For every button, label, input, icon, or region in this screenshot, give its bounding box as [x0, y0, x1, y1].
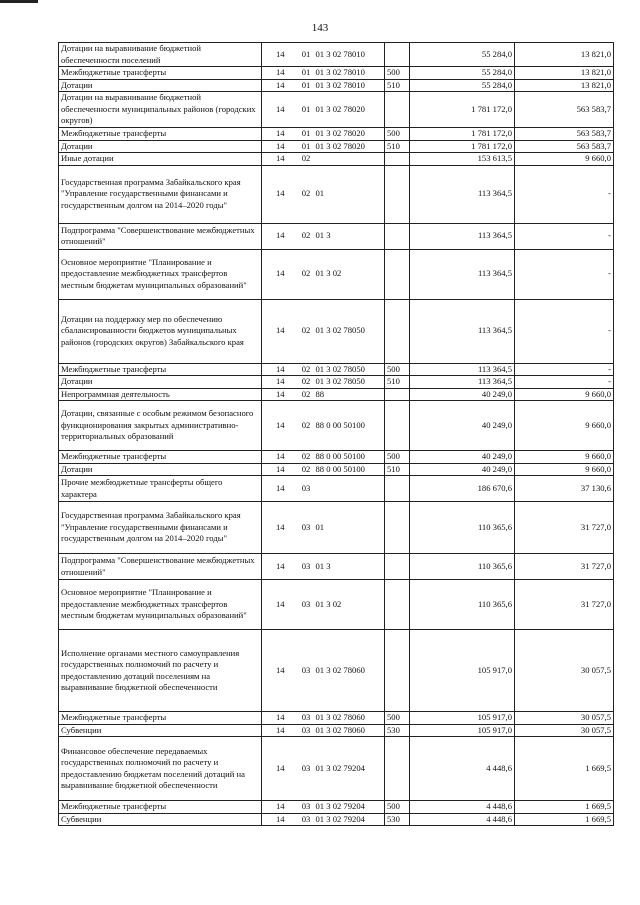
- table-row: [59, 451, 614, 464]
- row-target-article-cell: [314, 153, 385, 166]
- row-section-code-cell: 14: [262, 376, 299, 389]
- row-expense-type-cell: 510: [385, 463, 410, 476]
- row-expense-type-cell: [385, 249, 410, 299]
- row-amount-2-cell: -: [515, 249, 614, 299]
- row-target-article-cell: 01 3 02 78050: [314, 299, 385, 363]
- row-name-cell: Субвенции: [59, 813, 262, 826]
- row-section-code-cell: 14: [262, 630, 299, 712]
- row-amount-1-cell: 55 284,0: [410, 43, 515, 67]
- row-target-article-cell: 01 3 02 78010: [314, 67, 385, 80]
- row-section-code-cell: 14: [262, 451, 299, 464]
- row-section-code-cell: 14: [262, 249, 299, 299]
- row-target-article-cell: 01 3 02: [314, 249, 385, 299]
- row-amount-1-cell: 40 249,0: [410, 463, 515, 476]
- row-expense-type-cell: 500: [385, 712, 410, 725]
- row-section-code-cell: 14: [262, 299, 299, 363]
- row-expense-type-cell: [385, 223, 410, 249]
- row-amount-2-cell: 31 727,0: [515, 502, 614, 554]
- row-section-code-cell: 14: [262, 67, 299, 80]
- row-subsection-code-cell: 02: [299, 463, 314, 476]
- row-expense-type-cell: [385, 630, 410, 712]
- row-expense-type-cell: [385, 502, 410, 554]
- row-amount-1-cell: 113 364,5: [410, 165, 515, 223]
- row-target-article-cell: 01 3 02: [314, 580, 385, 630]
- row-subsection-code-cell: 02: [299, 451, 314, 464]
- row-section-code-cell: 14: [262, 801, 299, 814]
- row-amount-2-cell: 1 669,5: [515, 737, 614, 801]
- row-expense-type-cell: 510: [385, 376, 410, 389]
- row-subsection-code-cell: 02: [299, 299, 314, 363]
- table-row: [59, 299, 614, 363]
- row-amount-1-cell: 186 670,6: [410, 476, 515, 502]
- page-number: 143: [311, 22, 329, 34]
- row-amount-1-cell: 1 781 172,0: [410, 140, 515, 153]
- row-name-cell: Прочие межбюджетные трансферты общего характера: [59, 476, 262, 502]
- table-row: [59, 724, 614, 737]
- row-name-cell: Межбюджетные трансферты: [59, 128, 262, 141]
- table-row: [59, 223, 614, 249]
- table-row: [59, 401, 614, 451]
- row-expense-type-cell: 500: [385, 67, 410, 80]
- table-row: [59, 249, 614, 299]
- row-amount-1-cell: 105 917,0: [410, 630, 515, 712]
- row-name-cell: Иные дотации: [59, 153, 262, 166]
- row-amount-1-cell: 113 364,5: [410, 299, 515, 363]
- row-amount-2-cell: 563 583,7: [515, 140, 614, 153]
- row-subsection-code-cell: 03: [299, 801, 314, 814]
- row-amount-2-cell: 31 727,0: [515, 554, 614, 580]
- row-expense-type-cell: [385, 388, 410, 401]
- row-name-cell: Межбюджетные трансферты: [59, 801, 262, 814]
- row-name-cell: Дотации: [59, 376, 262, 389]
- row-amount-1-cell: 40 249,0: [410, 451, 515, 464]
- row-expense-type-cell: 510: [385, 140, 410, 153]
- row-section-code-cell: 14: [262, 43, 299, 67]
- row-amount-2-cell: 30 057,5: [515, 630, 614, 712]
- row-amount-1-cell: 1 781 172,0: [410, 92, 515, 128]
- row-target-article-cell: 88 0 00 50100: [314, 451, 385, 464]
- row-subsection-code-cell: 01: [299, 43, 314, 67]
- row-expense-type-cell: 500: [385, 801, 410, 814]
- row-amount-2-cell: 1 669,5: [515, 801, 614, 814]
- row-subsection-code-cell: 01: [299, 128, 314, 141]
- table-row: [59, 140, 614, 153]
- row-expense-type-cell: [385, 153, 410, 166]
- table-row: [59, 502, 614, 554]
- row-amount-2-cell: 9 660,0: [515, 401, 614, 451]
- row-amount-2-cell: 13 821,0: [515, 43, 614, 67]
- row-subsection-code-cell: 01: [299, 79, 314, 92]
- table-row: [59, 554, 614, 580]
- table-row: [59, 92, 614, 128]
- row-target-article-cell: 01 3 02 78010: [314, 79, 385, 92]
- row-target-article-cell: 01 3 02 78060: [314, 712, 385, 725]
- row-name-cell: Межбюджетные трансферты: [59, 363, 262, 376]
- row-expense-type-cell: [385, 476, 410, 502]
- row-section-code-cell: 14: [262, 813, 299, 826]
- row-target-article-cell: 01 3 02 79204: [314, 737, 385, 801]
- row-target-article-cell: 01 3 02 79204: [314, 801, 385, 814]
- row-section-code-cell: 14: [262, 165, 299, 223]
- row-amount-2-cell: 13 821,0: [515, 79, 614, 92]
- row-section-code-cell: 14: [262, 92, 299, 128]
- row-section-code-cell: 14: [262, 153, 299, 166]
- row-name-cell: Основное мероприятие "Планирование и предоставление межбюджетных трансфертов местным бюджетам муниципальных образований": [59, 249, 262, 299]
- table-row: [59, 153, 614, 166]
- row-expense-type-cell: [385, 554, 410, 580]
- row-target-article-cell: 01 3 02 78060: [314, 724, 385, 737]
- table-row: [59, 128, 614, 141]
- row-section-code-cell: 14: [262, 363, 299, 376]
- row-target-article-cell: 01 3 02 78020: [314, 92, 385, 128]
- row-section-code-cell: 14: [262, 388, 299, 401]
- row-target-article-cell: 01 3: [314, 554, 385, 580]
- row-subsection-code-cell: 03: [299, 630, 314, 712]
- row-name-cell: Подпрограмма "Совершенствование межбюджетных отношений": [59, 554, 262, 580]
- row-amount-2-cell: 563 583,7: [515, 128, 614, 141]
- row-subsection-code-cell: 03: [299, 737, 314, 801]
- table-row: [59, 363, 614, 376]
- row-section-code-cell: 14: [262, 724, 299, 737]
- row-name-cell: Межбюджетные трансферты: [59, 67, 262, 80]
- row-amount-2-cell: -: [515, 376, 614, 389]
- row-section-code-cell: 14: [262, 580, 299, 630]
- row-name-cell: Дотации на выравнивание бюджетной обеспеченности муниципальных районов (городских округов): [59, 92, 262, 128]
- row-amount-2-cell: -: [515, 363, 614, 376]
- row-amount-1-cell: 55 284,0: [410, 79, 515, 92]
- row-amount-2-cell: 563 583,7: [515, 92, 614, 128]
- row-section-code-cell: 14: [262, 128, 299, 141]
- row-amount-1-cell: 110 365,6: [410, 554, 515, 580]
- row-section-code-cell: 14: [262, 502, 299, 554]
- row-amount-2-cell: 13 821,0: [515, 67, 614, 80]
- row-target-article-cell: 01 3 02 79204: [314, 813, 385, 826]
- row-name-cell: Непрограммная деятельность: [59, 388, 262, 401]
- row-name-cell: Дотации: [59, 140, 262, 153]
- row-amount-1-cell: 113 364,5: [410, 363, 515, 376]
- row-target-article-cell: 01 3: [314, 223, 385, 249]
- row-subsection-code-cell: 03: [299, 502, 314, 554]
- row-subsection-code-cell: 03: [299, 476, 314, 502]
- row-subsection-code-cell: 02: [299, 153, 314, 166]
- row-amount-2-cell: -: [515, 223, 614, 249]
- table-row: [59, 476, 614, 502]
- row-section-code-cell: 14: [262, 476, 299, 502]
- row-section-code-cell: 14: [262, 401, 299, 451]
- row-name-cell: Государственная программа Забайкальского края "Управление государственными финансами и государственным долгом на 2014–2020 годы": [59, 165, 262, 223]
- row-expense-type-cell: [385, 737, 410, 801]
- row-name-cell: Дотации: [59, 79, 262, 92]
- row-expense-type-cell: [385, 43, 410, 67]
- row-subsection-code-cell: 03: [299, 724, 314, 737]
- row-name-cell: Дотации на выравнивание бюджетной обеспеченности поселений: [59, 43, 262, 67]
- row-target-article-cell: 01 3 02 78010: [314, 43, 385, 67]
- row-target-article-cell: 88: [314, 388, 385, 401]
- row-name-cell: Государственная программа Забайкальского края "Управление государственными финансами и государственным долгом на 2014–2020 годы": [59, 502, 262, 554]
- table-row: [59, 388, 614, 401]
- row-name-cell: Исполнение органами местного самоуправления государственных полномочий по расчету и предоставлению дотаций поселениям на выравнивание бюджетной обеспеченности: [59, 630, 262, 712]
- table-row: [59, 712, 614, 725]
- row-expense-type-cell: 500: [385, 363, 410, 376]
- row-amount-2-cell: 9 660,0: [515, 451, 614, 464]
- row-expense-type-cell: 500: [385, 451, 410, 464]
- row-amount-1-cell: 1 781 172,0: [410, 128, 515, 141]
- row-subsection-code-cell: 01: [299, 140, 314, 153]
- row-amount-1-cell: 110 365,6: [410, 580, 515, 630]
- row-expense-type-cell: 500: [385, 128, 410, 141]
- row-name-cell: Межбюджетные трансферты: [59, 451, 262, 464]
- row-amount-2-cell: 9 660,0: [515, 153, 614, 166]
- row-amount-2-cell: -: [515, 299, 614, 363]
- table-row: [59, 165, 614, 223]
- row-expense-type-cell: [385, 165, 410, 223]
- row-section-code-cell: 14: [262, 79, 299, 92]
- row-subsection-code-cell: 02: [299, 223, 314, 249]
- row-subsection-code-cell: 02: [299, 376, 314, 389]
- row-amount-1-cell: 105 917,0: [410, 724, 515, 737]
- row-amount-2-cell: 37 130,6: [515, 476, 614, 502]
- row-expense-type-cell: 530: [385, 724, 410, 737]
- row-subsection-code-cell: 03: [299, 712, 314, 725]
- table-row: [59, 43, 614, 67]
- row-subsection-code-cell: 01: [299, 92, 314, 128]
- row-amount-1-cell: 40 249,0: [410, 388, 515, 401]
- row-name-cell: Основное мероприятие "Планирование и предоставление межбюджетных трансфертов местным бюджетам муниципальных образований": [59, 580, 262, 630]
- row-amount-2-cell: 9 660,0: [515, 388, 614, 401]
- row-amount-1-cell: 4 448,6: [410, 801, 515, 814]
- row-amount-1-cell: 4 448,6: [410, 813, 515, 826]
- row-section-code-cell: 14: [262, 554, 299, 580]
- table-row: [59, 813, 614, 826]
- row-amount-2-cell: 30 057,5: [515, 712, 614, 725]
- row-amount-2-cell: -: [515, 165, 614, 223]
- row-target-article-cell: 88 0 00 50100: [314, 463, 385, 476]
- corner-mark: [0, 0, 38, 3]
- row-name-cell: Дотации на поддержку мер по обеспечению сбалансированности бюджетов муниципальных районов (городских округов) Забайкальского края: [59, 299, 262, 363]
- row-subsection-code-cell: 02: [299, 363, 314, 376]
- row-target-article-cell: 01: [314, 165, 385, 223]
- row-name-cell: Субвенции: [59, 724, 262, 737]
- row-section-code-cell: 14: [262, 223, 299, 249]
- table-row: [59, 737, 614, 801]
- row-expense-type-cell: [385, 299, 410, 363]
- row-subsection-code-cell: 02: [299, 165, 314, 223]
- row-section-code-cell: 14: [262, 737, 299, 801]
- row-target-article-cell: 01 3 02 78050: [314, 376, 385, 389]
- table-row: [59, 376, 614, 389]
- row-amount-1-cell: 105 917,0: [410, 712, 515, 725]
- row-amount-1-cell: 113 364,5: [410, 223, 515, 249]
- table-row: [59, 463, 614, 476]
- table-row: [59, 79, 614, 92]
- row-expense-type-cell: [385, 92, 410, 128]
- table-row: [59, 580, 614, 630]
- table-row: [59, 630, 614, 712]
- row-target-article-cell: 01 3 02 78020: [314, 128, 385, 141]
- row-amount-2-cell: 30 057,5: [515, 724, 614, 737]
- row-amount-2-cell: 31 727,0: [515, 580, 614, 630]
- table-body: [59, 43, 614, 826]
- table-row: [59, 67, 614, 80]
- row-amount-1-cell: 153 613,5: [410, 153, 515, 166]
- row-expense-type-cell: 510: [385, 79, 410, 92]
- row-amount-1-cell: 113 364,5: [410, 376, 515, 389]
- row-target-article-cell: 88 0 00 50100: [314, 401, 385, 451]
- row-amount-1-cell: 55 284,0: [410, 67, 515, 80]
- row-target-article-cell: 01: [314, 502, 385, 554]
- row-name-cell: Финансовое обеспечение передаваемых государственных полномочий по расчету и предоставлению бюджетам поселений дотаций на выравнивание бюджетной обеспеченности: [59, 737, 262, 801]
- row-subsection-code-cell: 02: [299, 401, 314, 451]
- budget-table: [58, 42, 614, 826]
- table-row: [59, 801, 614, 814]
- row-name-cell: Дотации, связанные с особым режимом безопасного функционирования закрытых административно-территориальных образований: [59, 401, 262, 451]
- row-subsection-code-cell: 03: [299, 580, 314, 630]
- row-expense-type-cell: [385, 580, 410, 630]
- row-amount-1-cell: 40 249,0: [410, 401, 515, 451]
- row-expense-type-cell: 530: [385, 813, 410, 826]
- row-name-cell: Подпрограмма "Совершенствование межбюджетных отношений": [59, 223, 262, 249]
- row-target-article-cell: [314, 476, 385, 502]
- row-target-article-cell: 01 3 02 78060: [314, 630, 385, 712]
- row-section-code-cell: 14: [262, 463, 299, 476]
- row-subsection-code-cell: 03: [299, 554, 314, 580]
- row-name-cell: Межбюджетные трансферты: [59, 712, 262, 725]
- row-amount-1-cell: 4 448,6: [410, 737, 515, 801]
- row-amount-2-cell: 9 660,0: [515, 463, 614, 476]
- row-subsection-code-cell: 01: [299, 67, 314, 80]
- row-section-code-cell: 14: [262, 140, 299, 153]
- row-subsection-code-cell: 02: [299, 249, 314, 299]
- row-amount-1-cell: 110 365,6: [410, 502, 515, 554]
- row-section-code-cell: 14: [262, 712, 299, 725]
- row-name-cell: Дотации: [59, 463, 262, 476]
- row-amount-1-cell: 113 364,5: [410, 249, 515, 299]
- row-target-article-cell: 01 3 02 78050: [314, 363, 385, 376]
- row-target-article-cell: 01 3 02 78020: [314, 140, 385, 153]
- row-subsection-code-cell: 02: [299, 388, 314, 401]
- row-amount-2-cell: 1 669,5: [515, 813, 614, 826]
- row-expense-type-cell: [385, 401, 410, 451]
- row-subsection-code-cell: 03: [299, 813, 314, 826]
